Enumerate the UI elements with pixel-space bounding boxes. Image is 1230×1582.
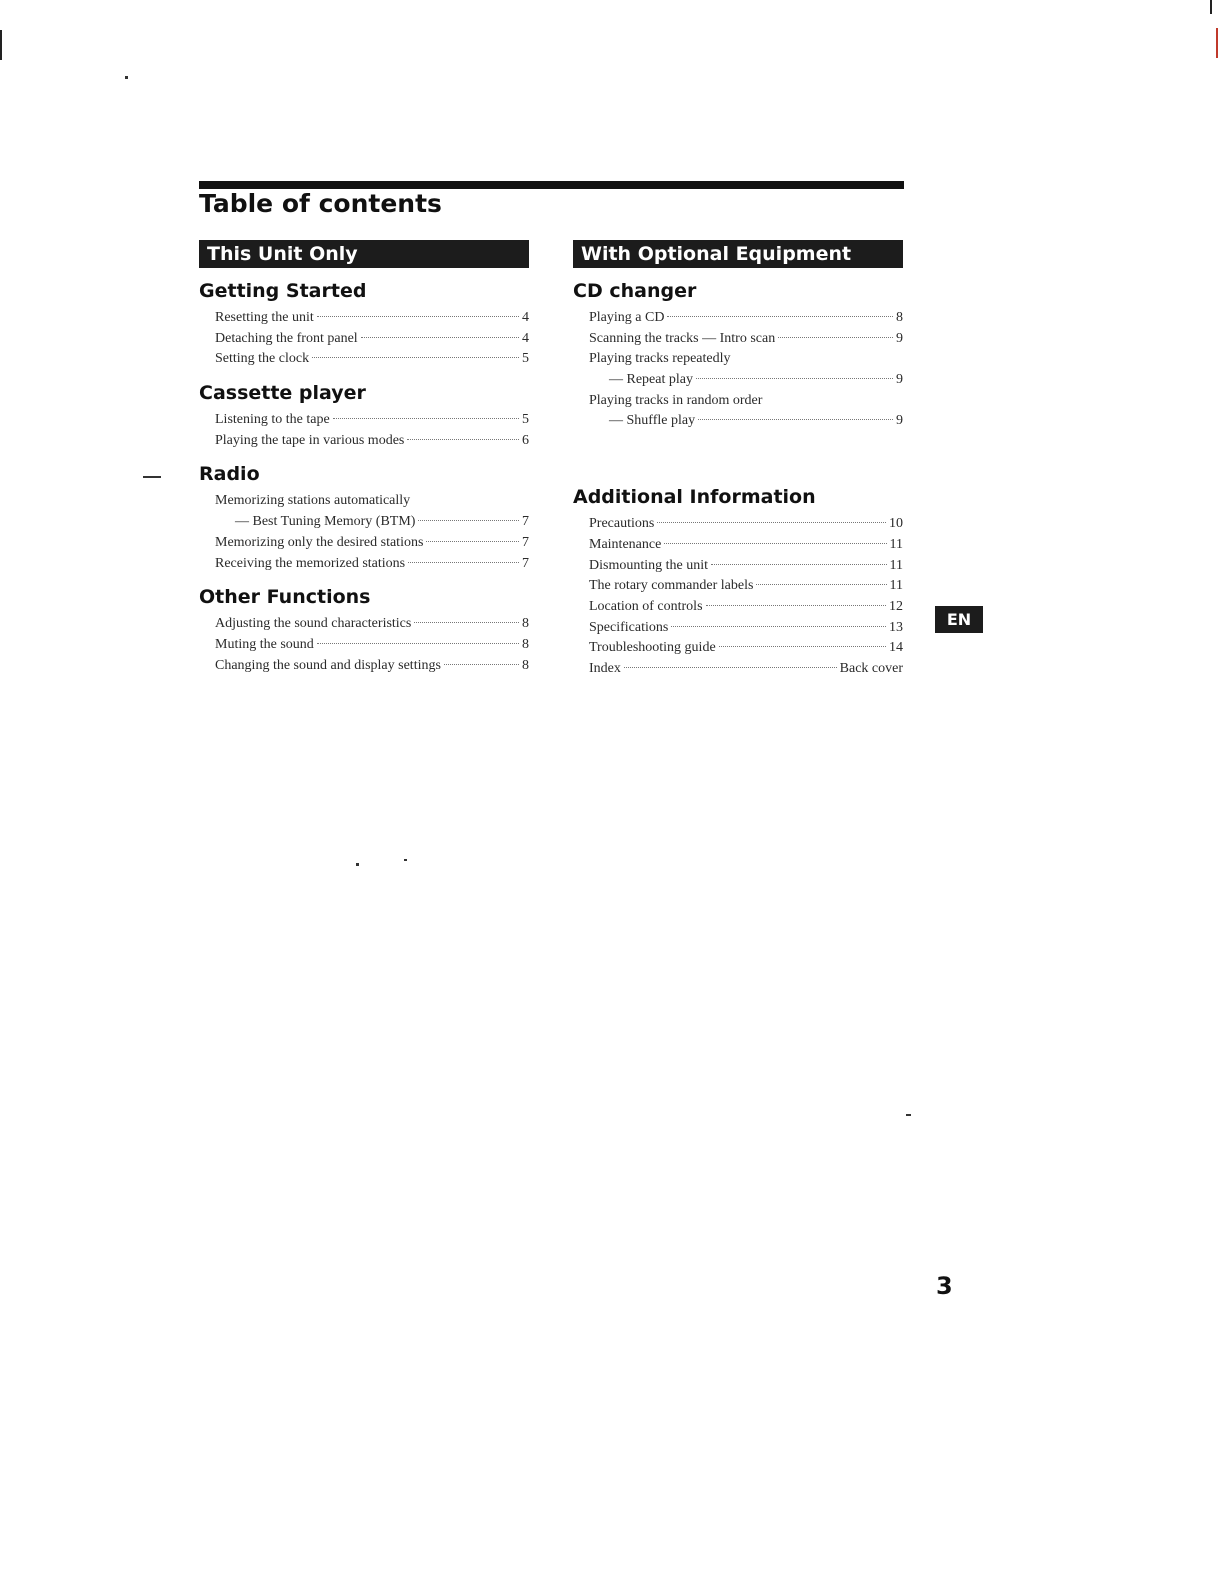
toc-entry[interactable] — [215, 656, 529, 677]
toc-entry[interactable] — [589, 411, 903, 432]
toc-entry-title: Index — [589, 660, 621, 676]
page-title: Table of contents — [199, 189, 442, 218]
toc-entry-page: 11 — [889, 578, 903, 594]
toc-entry-list — [215, 308, 529, 370]
scan-speck — [404, 859, 407, 861]
toc-entry[interactable] — [215, 554, 529, 575]
dot-leader — [711, 564, 887, 565]
toc-section — [199, 380, 529, 451]
section-banner: This Unit Only — [199, 240, 529, 268]
toc-entry-page: 5 — [522, 351, 529, 367]
section-heading: CD changer — [573, 280, 697, 302]
dot-leader — [312, 357, 519, 358]
dot-leader — [361, 337, 519, 338]
toc-entry[interactable] — [589, 391, 903, 412]
toc-entry-title: Detaching the front panel — [215, 330, 358, 346]
dot-leader — [706, 605, 886, 606]
title-rule — [199, 181, 904, 189]
toc-entry-list — [589, 308, 903, 432]
toc-section — [573, 278, 903, 432]
toc-entry[interactable] — [215, 491, 529, 512]
dot-leader — [657, 522, 886, 523]
toc-entry-title: Playing the tape in various modes — [215, 432, 405, 448]
scan-speck — [125, 76, 128, 79]
toc-entry[interactable] — [589, 659, 903, 680]
dot-leader — [778, 337, 893, 338]
toc-entry[interactable] — [215, 533, 529, 554]
dot-leader — [426, 541, 519, 542]
toc-entry[interactable] — [589, 514, 903, 535]
dot-leader — [667, 316, 893, 317]
toc-entry-page: 9 — [896, 413, 903, 429]
toc-entry[interactable] — [215, 308, 529, 329]
toc-entry-title: Specifications — [589, 619, 669, 635]
dot-leader — [671, 626, 886, 627]
toc-entry-title: Playing tracks repeatedly — [589, 351, 731, 367]
toc-entry-title: — Best Tuning Memory (BTM) — [235, 514, 416, 530]
toc-entry-page: 11 — [889, 536, 903, 552]
toc-entry-title: Playing tracks in random order — [589, 392, 763, 408]
toc-entry-page: 8 — [522, 636, 529, 652]
toc-entry-title: — Shuffle play — [609, 413, 696, 429]
dot-leader — [407, 439, 519, 440]
page-number: 3 — [936, 1272, 953, 1300]
scan-speck — [143, 476, 161, 478]
toc-entry-title: Dismounting the unit — [589, 557, 708, 573]
toc-entry[interactable] — [589, 535, 903, 556]
dot-leader — [408, 562, 519, 563]
dot-leader — [664, 543, 886, 544]
toc-entry-page: 4 — [522, 310, 529, 325]
toc-entry-title: Memorizing only the desired stations — [215, 534, 424, 550]
toc-entry-title: Precautions — [589, 516, 655, 532]
dot-leader — [317, 316, 519, 317]
toc-entry-title: Location of controls — [589, 598, 703, 614]
toc-entry-page: 10 — [889, 516, 903, 532]
toc-entry-page: 7 — [522, 555, 529, 571]
scan-speck — [356, 863, 359, 866]
toc-entry-list — [215, 614, 529, 676]
toc-entry-title: Listening to the tape — [215, 412, 330, 428]
toc-entry[interactable] — [589, 576, 903, 597]
toc-entry-title: Receiving the memorized stations — [215, 555, 406, 571]
dot-leader — [696, 378, 893, 379]
toc-entry-list — [589, 514, 903, 680]
dot-leader — [414, 622, 519, 623]
toc-entry-page: 13 — [889, 619, 903, 635]
toc-entry-page: 14 — [889, 640, 903, 656]
toc-section — [199, 278, 529, 370]
toc-entry-page: 9 — [896, 372, 903, 388]
right-column — [573, 240, 903, 680]
toc-entry-title: Changing the sound and display settings — [215, 657, 441, 673]
toc-entry-page: 6 — [522, 432, 529, 448]
toc-entry-page: 4 — [522, 330, 529, 346]
toc-entry[interactable] — [215, 512, 529, 533]
scan-edge-mark — [1216, 28, 1218, 58]
toc-entry-page: 7 — [522, 514, 529, 530]
toc-entry-page: 7 — [522, 534, 529, 550]
toc-entry-title: The rotary commander labels — [589, 578, 754, 594]
toc-entry[interactable] — [215, 349, 529, 370]
toc-entry-page: 8 — [896, 310, 903, 325]
dot-leader — [333, 418, 519, 419]
toc-entry-title: Scanning the tracks — Intro scan — [589, 330, 776, 346]
toc-entry[interactable] — [215, 614, 529, 635]
toc-entry[interactable] — [589, 349, 903, 370]
dot-leader — [317, 643, 519, 644]
toc-entry-title: Resetting the unit — [215, 310, 314, 325]
dot-leader — [418, 520, 519, 521]
toc-entry-page: 8 — [522, 616, 529, 632]
section-heading: Radio — [199, 463, 260, 486]
toc-entry-page: Back cover — [839, 660, 903, 676]
dot-leader — [444, 664, 519, 665]
dot-leader — [698, 419, 893, 420]
toc-entry[interactable] — [215, 635, 529, 656]
scan-edge-mark — [0, 30, 2, 60]
toc-entry-page: 5 — [522, 412, 529, 428]
section-banner: With Optional Equipment — [573, 240, 903, 268]
toc-entry[interactable] — [589, 370, 903, 391]
dot-leader — [624, 667, 837, 668]
toc-entry-page: 9 — [896, 330, 903, 346]
toc-entry-page: 12 — [889, 598, 903, 614]
section-heading: Getting Started — [199, 280, 367, 302]
toc-entry[interactable] — [589, 308, 903, 329]
toc-section — [199, 584, 529, 676]
toc-section — [573, 484, 903, 680]
section-heading: Additional Information — [573, 486, 816, 509]
section-heading: Other Functions — [199, 586, 371, 609]
left-sections — [199, 278, 529, 676]
toc-entry-title: Maintenance — [589, 536, 662, 552]
toc-entry-page: 8 — [522, 657, 529, 673]
right-sections — [573, 278, 903, 680]
toc-entry-title: Adjusting the sound characteristics — [215, 616, 412, 632]
toc-entry[interactable] — [589, 618, 903, 639]
left-column — [199, 240, 529, 676]
toc-entry-list — [215, 491, 529, 574]
toc-entry-title: Playing a CD — [589, 310, 665, 325]
toc-entry[interactable] — [215, 329, 529, 350]
toc-entry-title: Troubleshooting guide — [589, 640, 716, 656]
scan-speck — [906, 1114, 911, 1116]
toc-entry[interactable] — [589, 556, 903, 577]
toc-entry-title: — Repeat play — [609, 372, 693, 388]
toc-entry[interactable] — [589, 597, 903, 618]
toc-entry-title: Muting the sound — [215, 636, 314, 652]
toc-entry[interactable] — [589, 638, 903, 659]
toc-entry-title: Setting the clock — [215, 351, 310, 367]
dot-leader — [756, 584, 886, 585]
toc-entry-page: 11 — [889, 557, 903, 573]
toc-section — [199, 461, 529, 574]
scan-edge-mark — [1210, 0, 1212, 14]
toc-entry[interactable] — [589, 329, 903, 350]
language-badge: EN — [935, 606, 983, 633]
dot-leader — [719, 646, 886, 647]
toc-entry-title: Memorizing stations automatically — [215, 493, 411, 509]
toc-entry[interactable] — [215, 431, 529, 452]
toc-entry[interactable] — [215, 410, 529, 431]
section-heading: Cassette player — [199, 382, 366, 405]
toc-entry-list — [215, 410, 529, 451]
